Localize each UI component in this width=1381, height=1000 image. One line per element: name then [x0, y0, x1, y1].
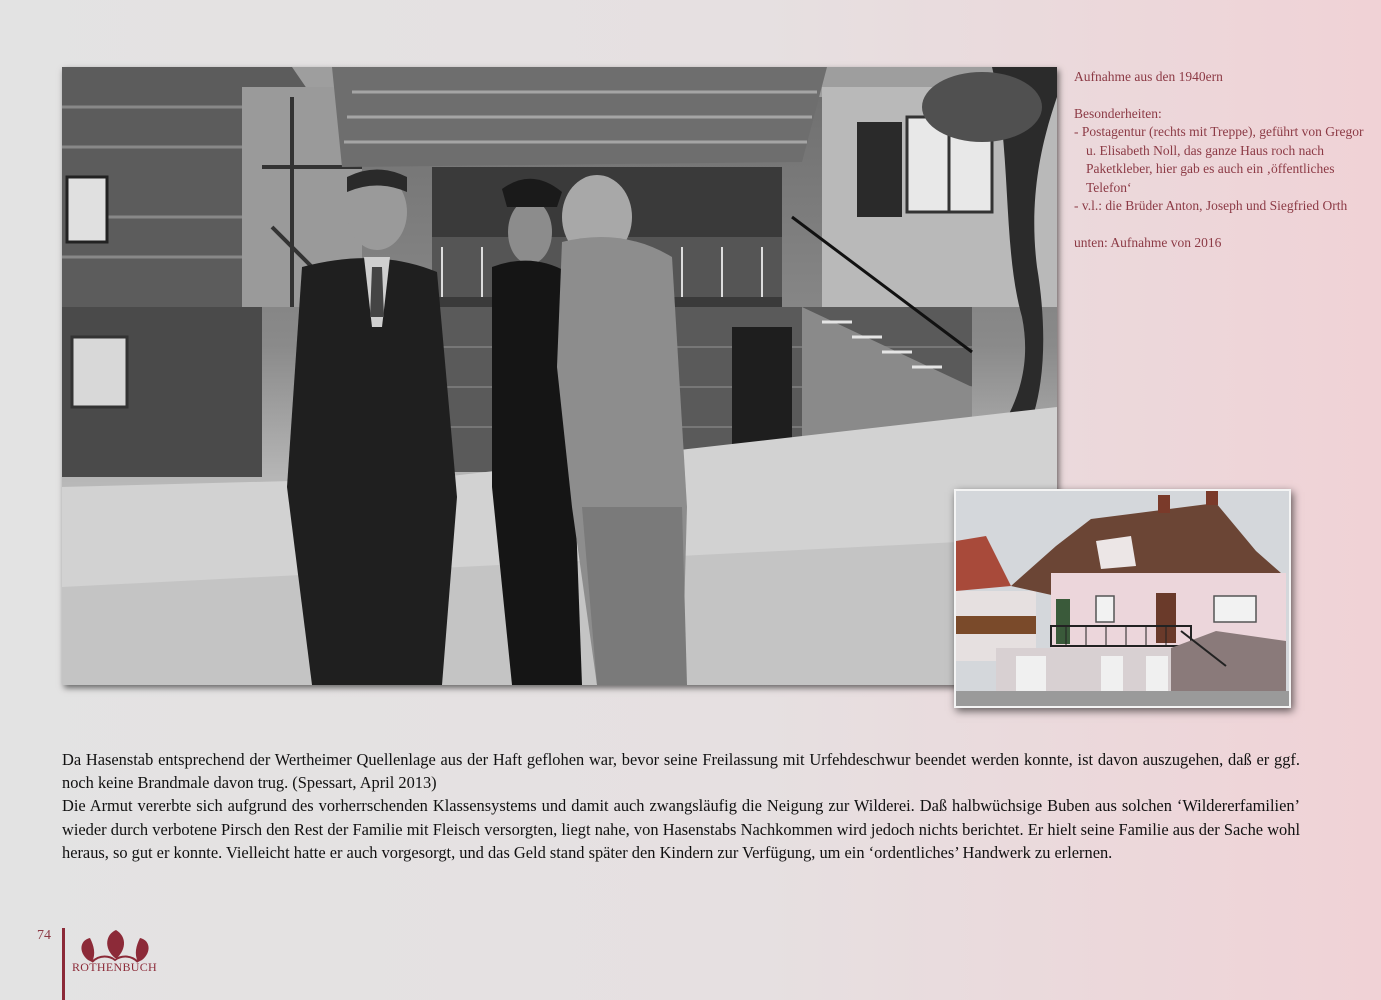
caption-heading: Besonderheiten:	[1074, 105, 1162, 121]
logo-text: ROTHENBUCH	[72, 960, 158, 974]
caption-item-2: - v.l.: die Brüder Anton, Joseph und Siegfried Orth	[1074, 198, 1348, 213]
paragraph-1: Da Hasenstab entsprechend der Wertheimer Quellenlage aus der Haft geflohen war, bevor seine Freilassung mit Urfehdeschwur beendet werden konnte, ist davon auszugehen, daß er ggf. noch keine Brandmale davon trug. (Spessart, April 2013)	[62, 750, 1300, 793]
photo-caption	[1074, 68, 1364, 252]
historic-photo	[62, 67, 1057, 685]
caption-below: unten: Aufnahme von 2016	[1074, 234, 1222, 250]
historic-photo-illustration	[62, 67, 1057, 685]
body-text	[62, 748, 1300, 864]
page-bar-divider	[62, 928, 65, 1000]
caption-item-1: - Postagentur (rechts mit Treppe), geführt von Gregor u. Elisabeth Noll, das ganze Haus roch nach Paketkleber, hier gab es auch ein ‚öffentliches Telefon‘	[1074, 124, 1364, 195]
modern-photo	[954, 489, 1291, 708]
modern-photo-illustration	[956, 491, 1289, 706]
page-number: 74	[37, 928, 51, 943]
caption-line-1: Aufnahme aus den 1940ern	[1074, 69, 1223, 84]
paragraph-2: Die Armut vererbte sich aufgrund des vorherrschenden Klassensystems und damit auch zwangsläufig die Neigung zur Wilderei. Daß halbwüchsige Buben aus solchen ‘Wildererfamilien’ wieder durch verbotene Pirsch den Rest der Familie mit Fleisch versorgten, liegt nahe, von Hasenstabs Nachkommen wird jedoch nichts berichtet. Er hielt seine Familie aus der Sache wohl heraus, so gut er konnte. Vielleicht hatte er auch vorgesorgt, und das Geld stand später den Kindern zur Verfügung, um ein ‘ordentliches’ Handwerk zu erlernen.	[62, 796, 1300, 862]
